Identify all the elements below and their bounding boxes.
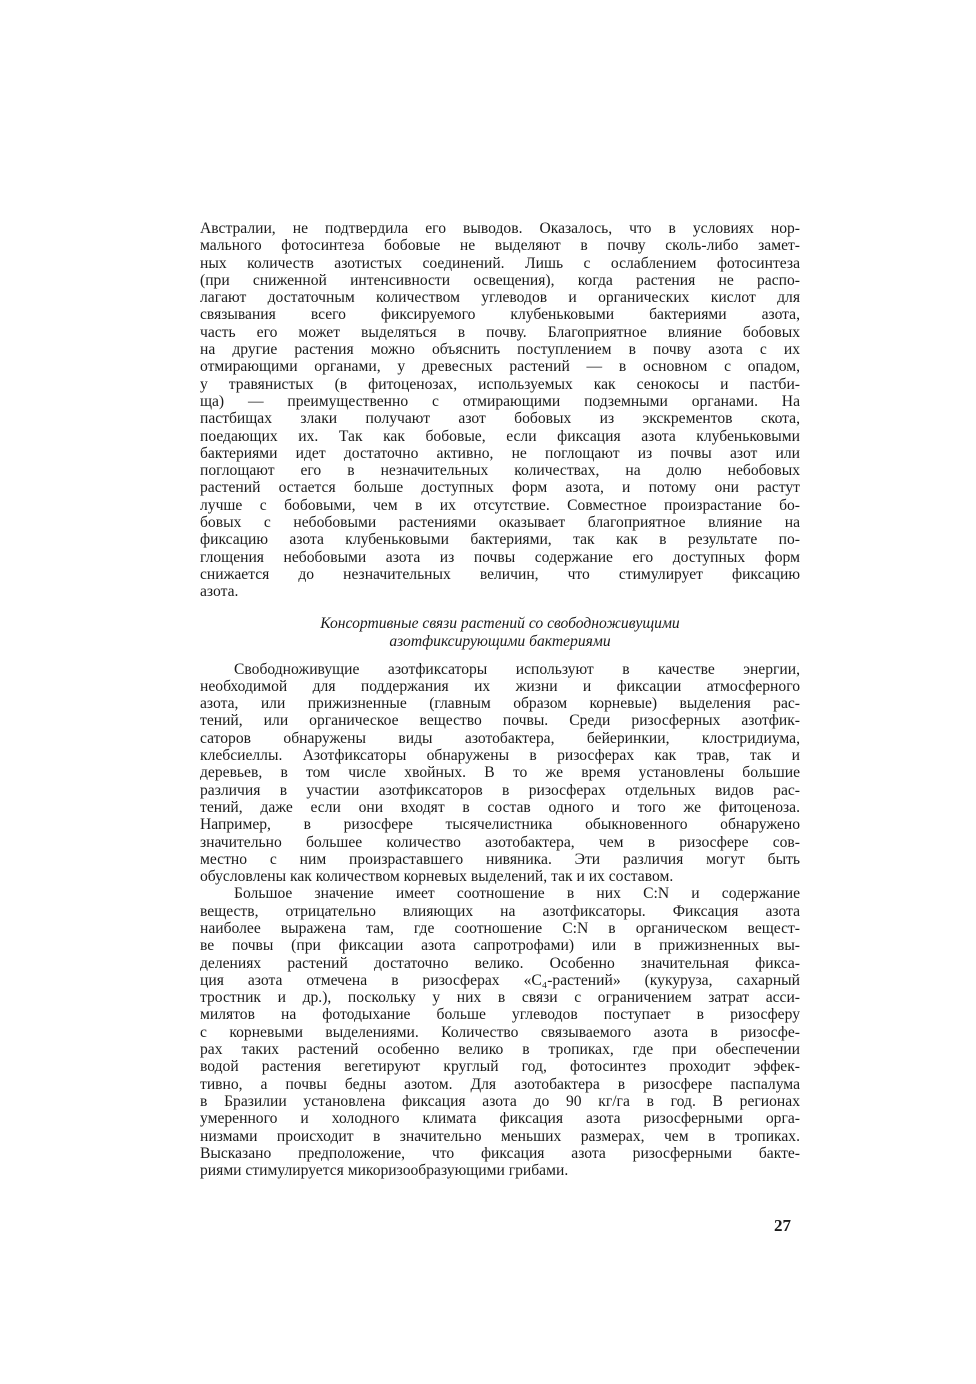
page-number: 27 [774, 1216, 791, 1235]
text-line: лагают достаточным количеством углеводов и органических кислот для [200, 289, 800, 307]
text-line: наиболее выражена там, где соотношение C:N в органическом вещест- [200, 919, 800, 937]
text-line: у травянистых (в фитоценозах, используемых как сенокосы и пастби- [200, 375, 800, 393]
text-line: делениях растений достаточно велико. Особенно значительная фикса- [200, 954, 800, 972]
text-line: снижается до незначительных величин, что стимулирует фиксацию [200, 565, 800, 583]
text-line: на другие растения можно объяснить поступлением в почву азота с их [200, 341, 800, 359]
text-line: местно с ним произраставшего нивяника. Эти различия могут быть [200, 850, 800, 868]
text-line: милятов на фотодыхание больше углеводов поступает в ризосферу [200, 1006, 800, 1024]
paragraph-nitrogen-legumes [200, 220, 800, 601]
section-heading-line2: азотфиксирующими бактериями [389, 632, 611, 650]
text-line: риями стимулируется микоризообразующими грибами. [200, 1162, 569, 1180]
text-line: азота, или прижизненные (главным образом корневые) выделения рас- [200, 695, 800, 713]
text-line: часть его может выделяться в почву. Благоприятное влияние бобовых [200, 323, 800, 341]
text-line: бактериями идет достаточно активно, не поглощают из почвы азот или [200, 444, 800, 462]
text-line: растений остается больше доступных форм азота, и потому они растут [200, 479, 800, 497]
text-line: связывания всего фиксируемого клубеньковыми бактериями азота, [200, 306, 800, 324]
text-line: саторов обнаружены виды азотобактера, бейеринкии, клостридиума, [200, 729, 800, 747]
text-line: обусловлены как количеством корневых выделений, так и их составом. [200, 868, 674, 886]
text-line: водой растения вегетируют круглый год, фотосинтез проходит эффек- [200, 1058, 800, 1076]
text-line: различия в участии азотфиксаторов в ризосферах отдельных видов рас- [200, 781, 800, 799]
text-line: ща) — преимущественно с отмирающими подземными органами. На [200, 392, 800, 410]
text-line: Высказано предположение, что фиксация азота ризосферными бакте- [200, 1144, 800, 1162]
text-line: отмирающими органами, у древесных растений — в основном с опадом, [200, 358, 800, 376]
text-line: ве почвы (при фиксации азота сапротрофами) или в прижизненных вы- [200, 937, 800, 955]
text-line: фиксацию азота клубеньковыми бактериями, так как в результате по- [200, 531, 800, 549]
text-line: необходимой для поддержания их жизни и фиксации атмосферного [200, 677, 800, 695]
text-line: веществ, отрицательно влияющих на азотфиксаторы. Фиксация азота [200, 902, 800, 920]
text-line: тивно, а почвы бедны азотом. Для азотобактера в ризосфере паспалума [200, 1075, 800, 1093]
text-line: лучше с бобовыми, чем в их отсутствие. Совместное произрастание бо- [200, 496, 800, 514]
text-line: умеренного и холодного климата фиксация азота ризосферными орга- [200, 1110, 800, 1128]
text-line: значительно большее количество азотобактера, чем в ризосфере сов- [200, 833, 800, 851]
text-line: поглощают его в незначительных количествах, на долю небобовых [200, 462, 800, 480]
text-line: рах таких растений особенно велико в тропиках, где при обеспечении [200, 1041, 800, 1059]
text-line: Свободноживущие азотфиксаторы используют в качестве энергии, [234, 660, 800, 678]
text-line: клебсиеллы. Азотфиксаторы обнаружены в ризосферах как трав, так и [200, 747, 800, 765]
text-line: низмами происходит в значительно меньших размерах, чем в тропиках. [200, 1127, 800, 1145]
text-line: (при сниженной интенсивности освещения), когда растения не распо- [200, 271, 800, 289]
text-line: в Бразилии установлена фиксация азота до 90 кг/га в год. В регионах [200, 1092, 800, 1110]
section-heading [200, 615, 800, 651]
section-heading-line1: Консортивные связи растений со свободноживущими [320, 614, 680, 632]
text-line: тений, или органическое вещество почвы. Среди ризосферных азотфик- [200, 712, 800, 730]
paragraph-cn-ratio [200, 885, 800, 1179]
text-line: азота. [200, 583, 239, 601]
text-line: ция азота отмечена в ризосферах «C₄-растений» (кукуруза, сахарный [200, 971, 800, 989]
text-line: ных количеств азотистых соединений. Лишь с ослаблением фотосинтеза [200, 254, 800, 272]
page-body [200, 220, 800, 1179]
text-line: бовых с небобовыми растениями оказывает благоприятное влияние на [200, 514, 800, 532]
text-line: поедающих их. Так как бобовые, если фиксация азота клубеньковыми [200, 427, 800, 445]
text-line: мального фотосинтеза бобовые не выделяют в почву сколь-либо замет- [200, 237, 800, 255]
text-line: тений, даже если они входят в состав одного и того же фитоценоза. [200, 798, 800, 816]
text-line: Австралии, не подтвердила его выводов. Оказалось, что в условиях нор- [200, 220, 800, 237]
text-line: с корневыми выделениями. Количество связываемого азота в ризосфе- [200, 1023, 800, 1041]
text-line: деревьев, в том числе хвойных. В то же время установлены большие [200, 764, 800, 782]
paragraph-free-living-fixers [200, 661, 800, 886]
text-line: пастбищах злаки получают азот бобовых из экскрементов скота, [200, 410, 800, 428]
text-line: тростник и др.), поскольку у них в связи с ограничением затрат асси- [200, 989, 800, 1007]
text-line: Например, в ризосфере тысячелистника обыкновенного обнаружено [200, 816, 800, 834]
text-line: Большое значение имеет соотношение в них C:N и содержание [234, 885, 800, 903]
text-line: глощения небобовыми азота из почвы содержание его доступных форм [200, 548, 800, 566]
